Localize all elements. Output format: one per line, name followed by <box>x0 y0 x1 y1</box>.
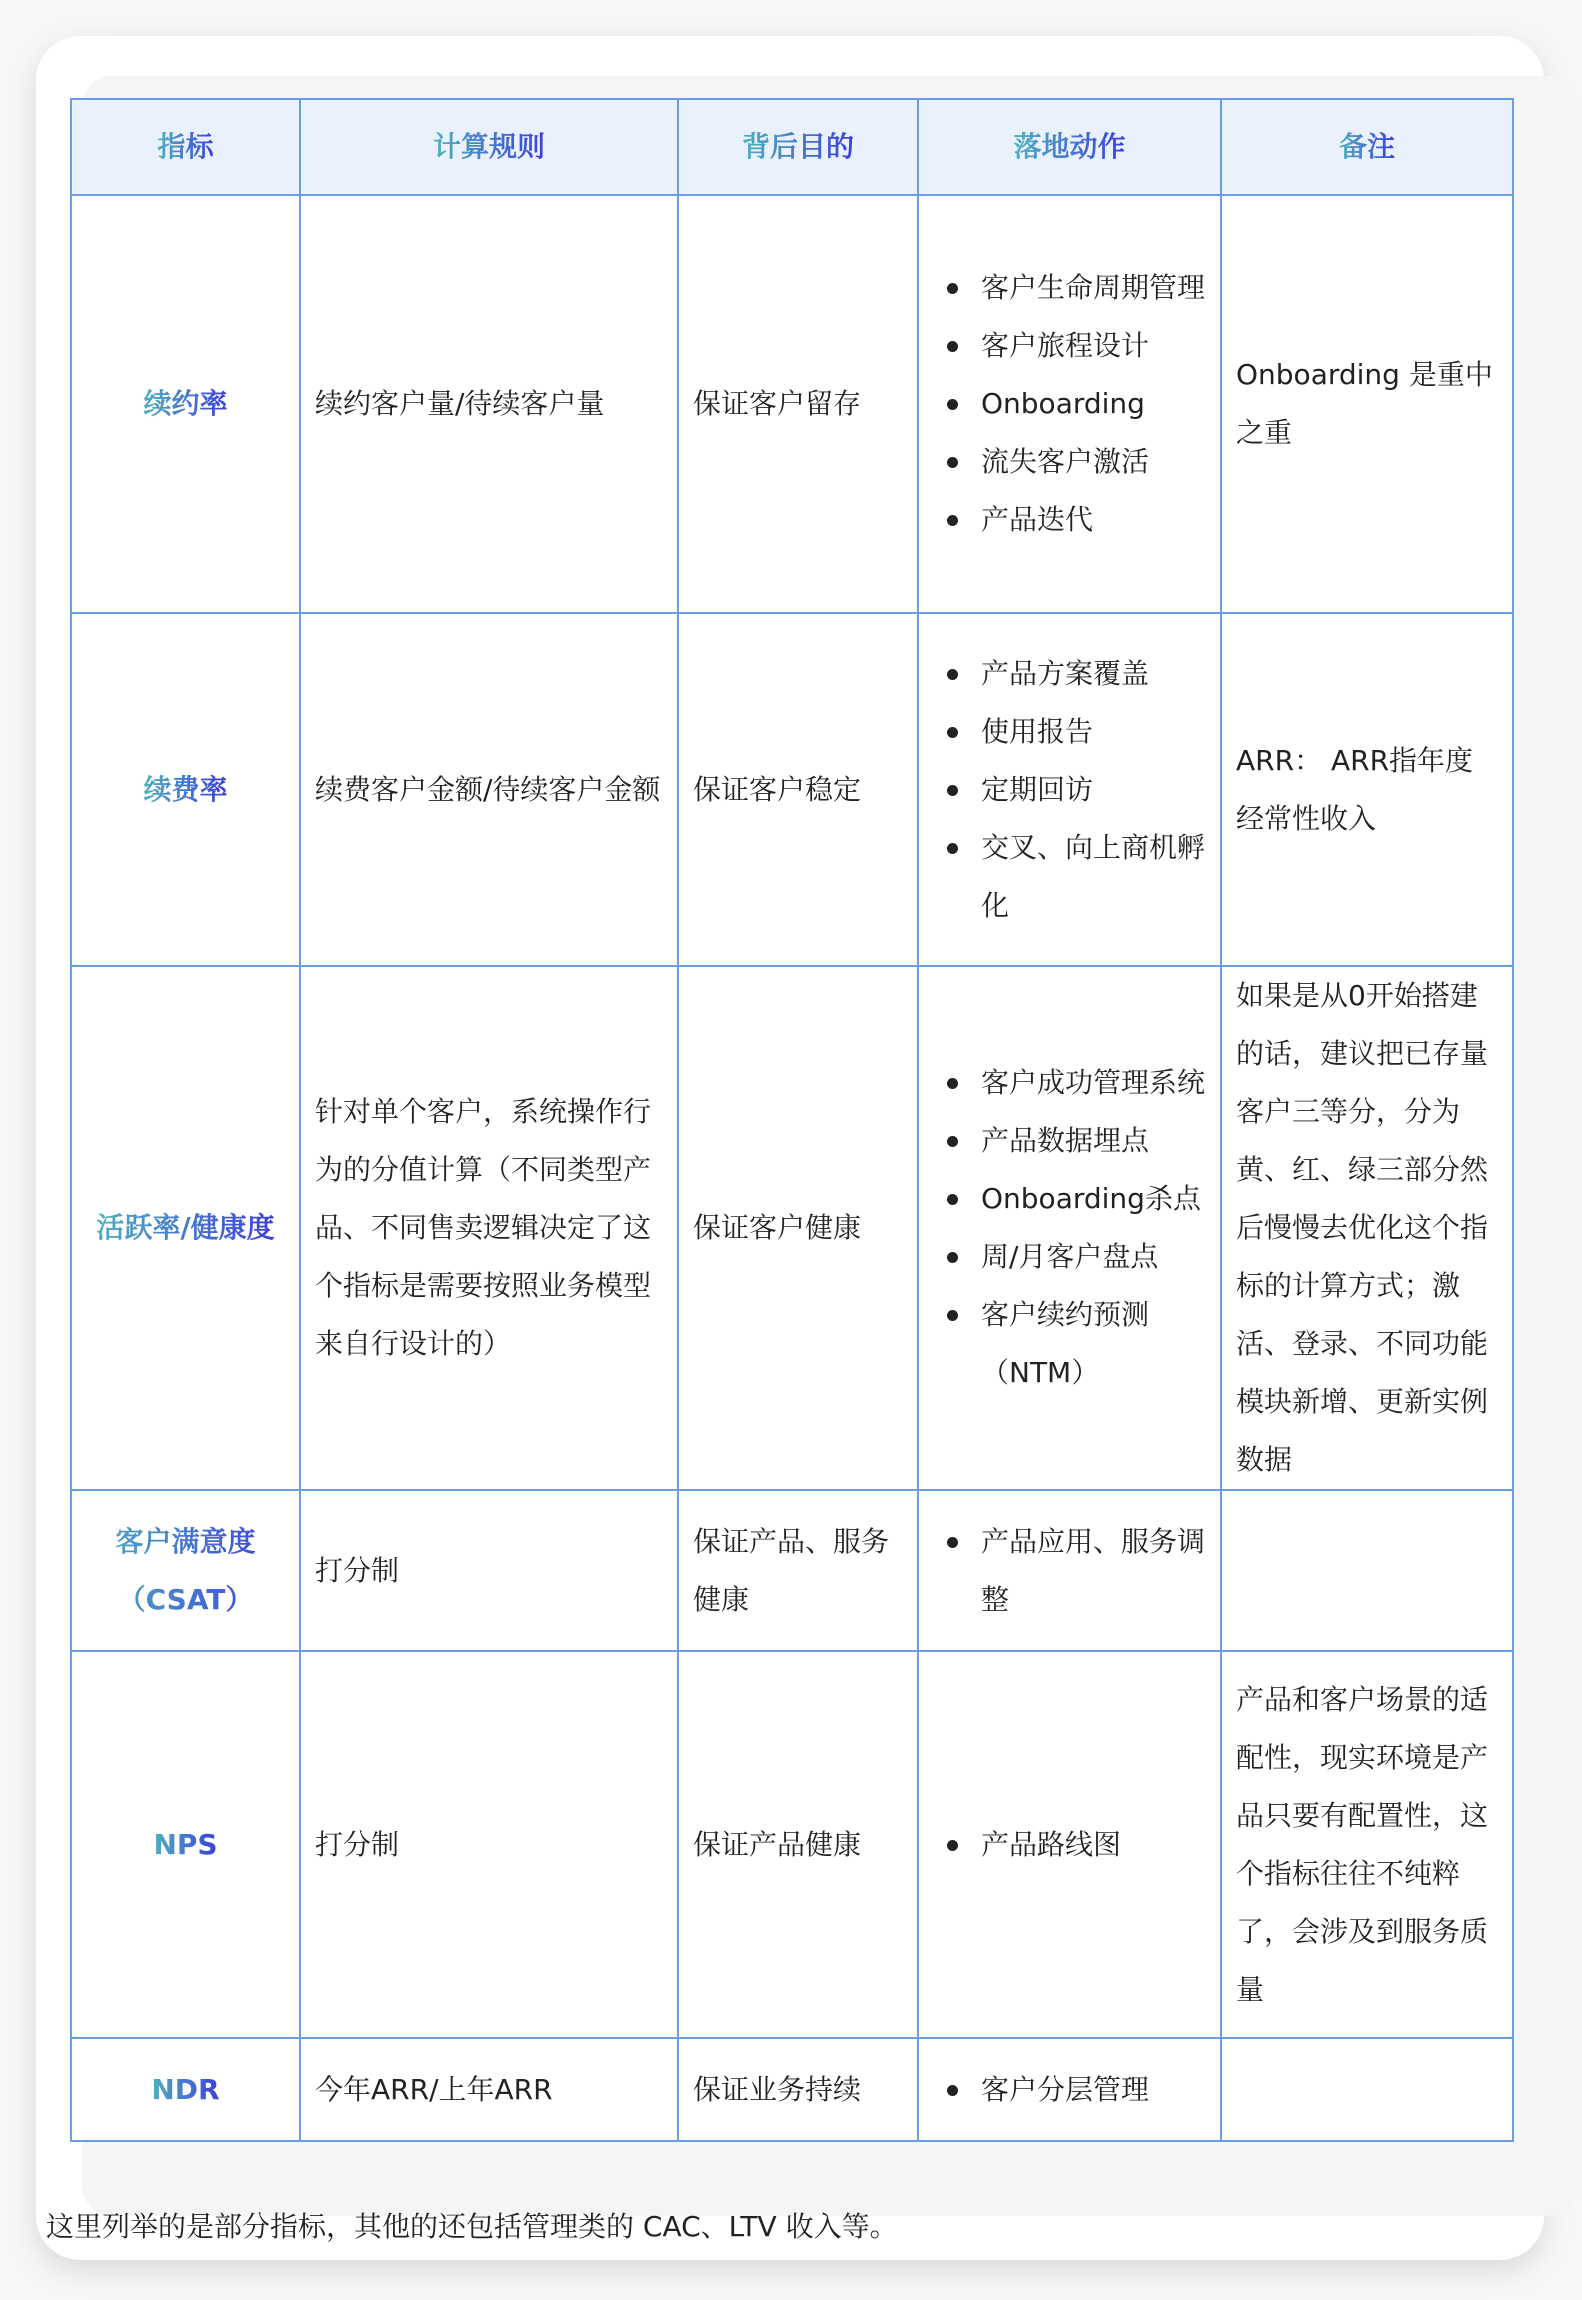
actions-cell <box>918 1490 1221 1651</box>
action-item: 交叉、向上商机孵化 <box>945 819 1206 935</box>
rule-cell: 续费客户金额/待续客户金额 <box>300 613 678 966</box>
action-item: 客户旅程设计 <box>945 317 1206 375</box>
action-item: Onboarding <box>945 375 1206 433</box>
note-cell: ARR： ARR指年度经常性收入 <box>1221 613 1513 966</box>
purpose-cell: 保证产品健康 <box>678 1651 918 2038</box>
table-row <box>71 1490 1513 1651</box>
actions-cell <box>918 966 1221 1490</box>
actions-cell <box>918 195 1221 613</box>
metric-name: NDR <box>151 2061 219 2119</box>
action-item: 客户分层管理 <box>945 2061 1206 2119</box>
action-item: 客户成功管理系统 <box>945 1054 1206 1112</box>
note-cell <box>1221 2038 1513 2141</box>
rule-cell: 今年ARR/上年ARR <box>300 2038 678 2141</box>
action-item: 使用报告 <box>945 703 1206 761</box>
actions-list <box>933 1816 1206 1874</box>
action-item: 周/月客户盘点 <box>945 1228 1206 1286</box>
action-item: 产品方案覆盖 <box>945 645 1206 703</box>
note-cell: 产品和客户场景的适配性，现实环境是产品只要有配置性，这个指标往往不纯粹了，会涉及到服务质量 <box>1221 1651 1513 2038</box>
metric-name: 客户满意度（CSAT） <box>86 1513 285 1629</box>
actions-list <box>933 259 1206 549</box>
rule-cell: 针对单个客户，系统操作行为的分值计算（不同类型产品、不同售卖逻辑决定了这个指标是需要按照业务模型来自行设计的） <box>300 966 678 1490</box>
action-item: 产品迭代 <box>945 491 1206 549</box>
action-item: Onboarding杀点 <box>945 1170 1206 1228</box>
rule-cell: 续约客户量/待续客户量 <box>300 195 678 613</box>
table-row <box>71 613 1513 966</box>
header-actions: 落地动作 <box>918 99 1221 195</box>
note-cell <box>1221 1490 1513 1651</box>
metric-cell <box>71 1651 300 2038</box>
metric-name: 活跃率/健康度 <box>96 1199 274 1257</box>
purpose-cell: 保证客户健康 <box>678 966 918 1490</box>
actions-cell <box>918 613 1221 966</box>
table-header-row <box>71 99 1513 195</box>
note-cell: 如果是从0开始搭建的话，建议把已存量客户三等分，分为黄、红、绿三部分然后慢慢去优化这个指标的计算方式；激活、登录、不同功能模块新增、更新实例数据 <box>1221 966 1513 1490</box>
action-item: 产品路线图 <box>945 1816 1206 1874</box>
metric-cell <box>71 613 300 966</box>
rule-cell: 打分制 <box>300 1490 678 1651</box>
metric-name: 续费率 <box>143 761 227 819</box>
metric-cell <box>71 2038 300 2141</box>
purpose-cell: 保证产品、服务健康 <box>678 1490 918 1651</box>
actions-list <box>933 1513 1206 1629</box>
footer-note: 这里列举的是部分指标，其他的还包括管理类的 CAC、LTV 收入等。 <box>46 2210 898 2243</box>
action-item: 产品应用、服务调整 <box>945 1513 1206 1629</box>
action-item: 客户生命周期管理 <box>945 259 1206 317</box>
metrics-table <box>70 98 1514 2142</box>
table-row <box>71 2038 1513 2141</box>
header-metric: 指标 <box>71 99 300 195</box>
header-note: 备注 <box>1221 99 1513 195</box>
table-row <box>71 1651 1513 2038</box>
action-item: 产品数据埋点 <box>945 1112 1206 1170</box>
purpose-cell: 保证客户稳定 <box>678 613 918 966</box>
actions-list <box>933 1054 1206 1402</box>
header-rule: 计算规则 <box>300 99 678 195</box>
table-row <box>71 966 1513 1490</box>
actions-list <box>933 2061 1206 2119</box>
purpose-cell: 保证客户留存 <box>678 195 918 613</box>
action-item: 客户续约预测（NTM） <box>945 1286 1206 1402</box>
actions-cell <box>918 2038 1221 2141</box>
actions-cell <box>918 1651 1221 2038</box>
table-row <box>71 195 1513 613</box>
metric-name: 续约率 <box>143 375 227 433</box>
action-item: 定期回访 <box>945 761 1206 819</box>
metric-cell <box>71 1490 300 1651</box>
header-purpose: 背后目的 <box>678 99 918 195</box>
purpose-cell: 保证业务持续 <box>678 2038 918 2141</box>
note-cell: Onboarding 是重中之重 <box>1221 195 1513 613</box>
action-item: 流失客户激活 <box>945 433 1206 491</box>
actions-list <box>933 645 1206 935</box>
metric-name: NPS <box>153 1816 217 1874</box>
rule-cell: 打分制 <box>300 1651 678 2038</box>
metric-cell <box>71 966 300 1490</box>
metric-cell <box>71 195 300 613</box>
